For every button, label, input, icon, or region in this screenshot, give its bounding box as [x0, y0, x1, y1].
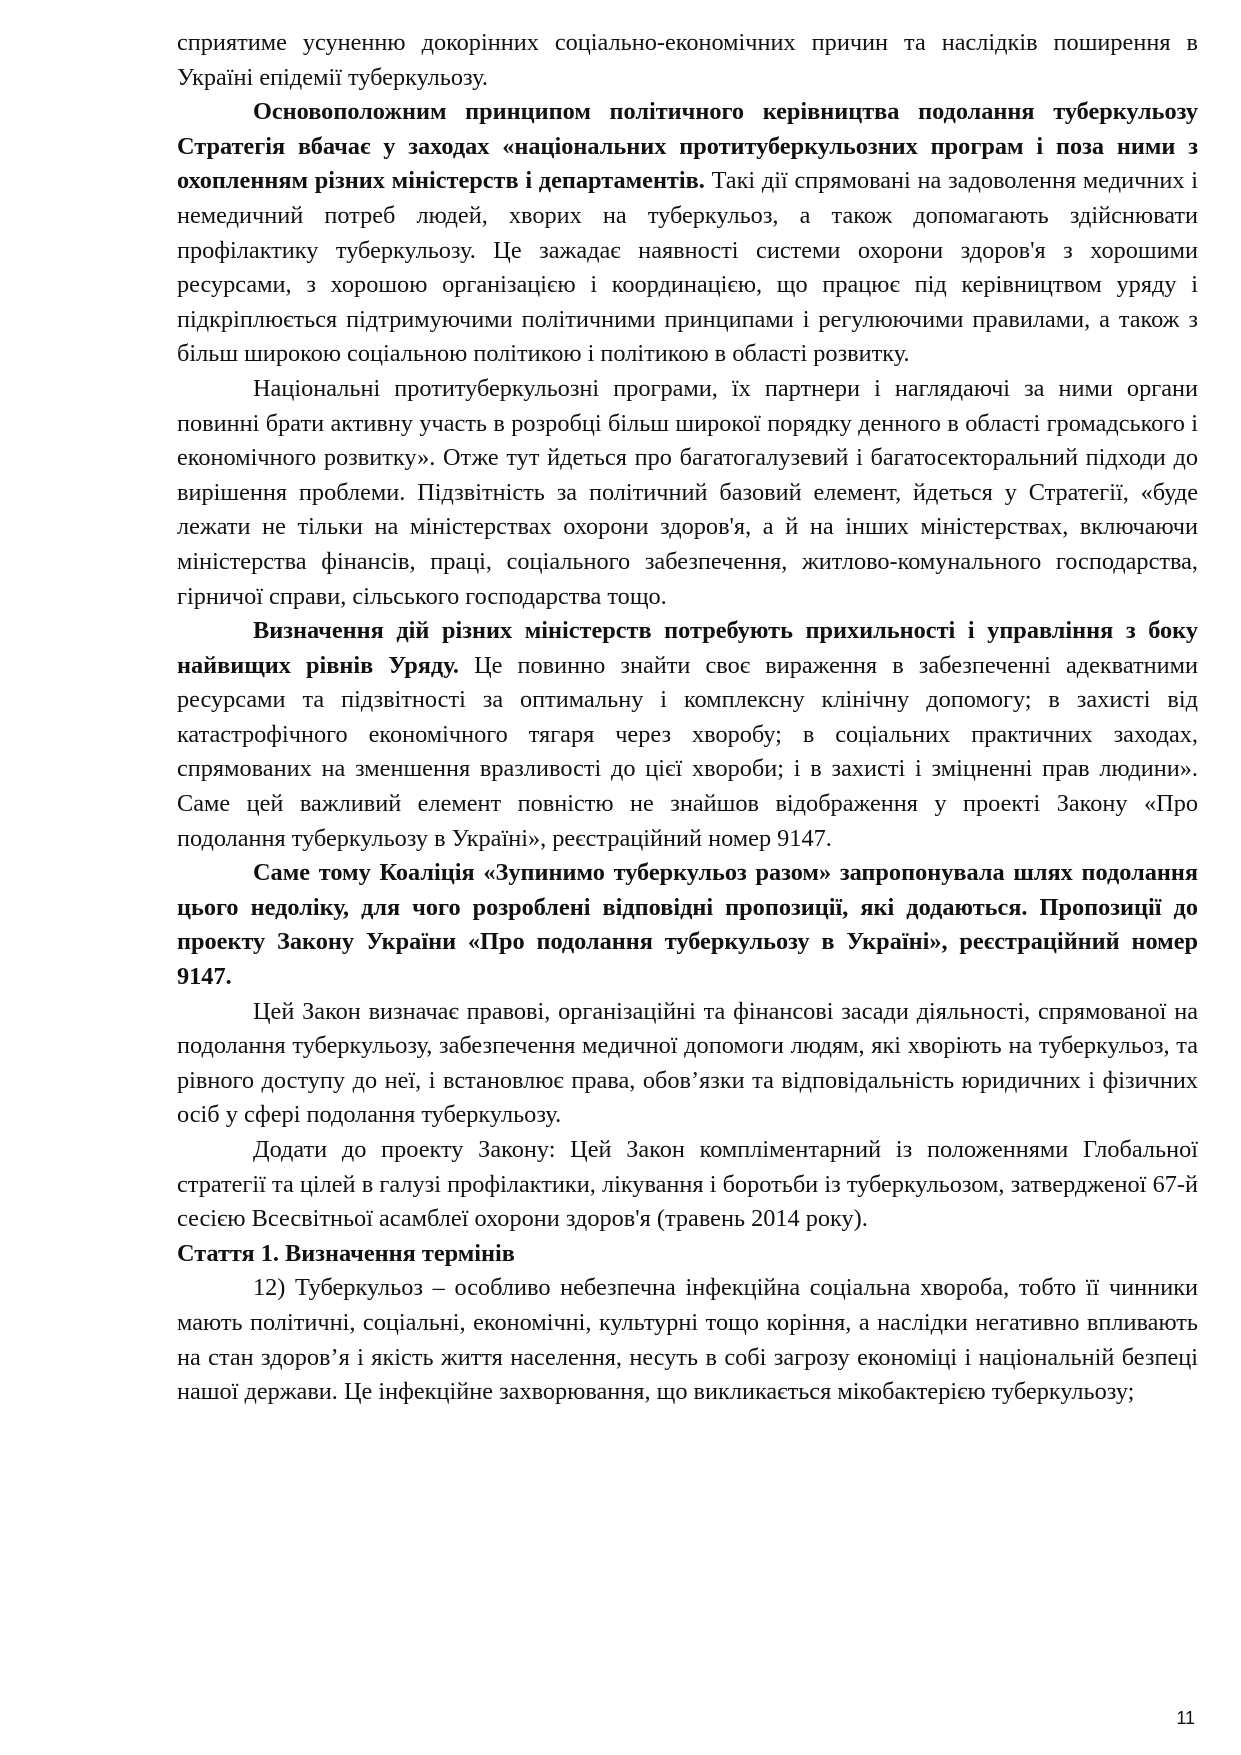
paragraph-text: Такі дії спрямовані на задоволення медичних і немедичний потреб людей, хворих на туберкульоз, а також допомагають здійснювати профілактику туберкульозу. Це зажадає наявності системи охорони здоров'я з хорошими ресурсами, з хорошою організацією і координацією, що працює під керівництвом уряду і підкріплюється підтримуючими політичними принципами і регулюючими правилами, а також з більш широкою соціальною політикою і політикою в області розвитку.	[177, 167, 1198, 368]
paragraph-strategy-principle	[177, 95, 1198, 372]
paragraph-ministries	[177, 614, 1198, 856]
bold-strategy-principle: Основоположним принципом політичного керівництва подолання туберкульозу Стратегія вбачає у заходах «національних протитуберкульозних програм і поза ними з охопленням різних міністерств і департаментів.	[177, 98, 1198, 195]
bold-ministries: Визначення дій різних міністерств потребують прихильності і управління з боку найвищих рівнів Уряду.	[177, 617, 1198, 679]
paragraph-text: Це повинно знайти своє вираження в забезпеченні адекватними ресурсами та підзвітності за оптимальну і комплексну клінічну допомогу; в захисті від катастрофічного економічного тягаря через хворобу; в соціальних практичних заходах, спрямованих на зменшення вразливості до цієї хвороби; і в захисті і зміцненні прав людини». Саме цей важливий елемент повністю не знайшов відображення у проекті Закону «Про подолання туберкульозу в Україні», реєстраційний номер 9147.	[177, 651, 1198, 852]
paragraph-national-programs: Національні протитуберкульозні програми, їх партнери і наглядаючі за ними органи повинні брати активну участь в розробці більш широкої порядку денного в області громадського і економічного розвитку». Отже тут йдеться про багатогалузевий і багатосекторальний підходи до вирішення проблеми. Підзвітність за політичний базовий елемент, йдеться у Стратегії, «буде лежати не тільки на міністерствах охорони здоров'я, а й на інших міністерствах, включаючи міністерства фінансів, праці, соціального забезпечення, житлово-комунального господарства, гірничої справи, сільського господарства тощо.	[177, 374, 1198, 610]
page-number: 11	[1176, 1708, 1195, 1728]
paragraph-coalition-proposal	[177, 856, 1198, 994]
bold-coalition-proposal: Саме тому Коаліція «Зупинимо туберкульоз разом» запропонувала шлях подолання цього недоліку, для чого розроблені відповідні пропозиції, які додаються. Пропозиції до проекту Закону України «Про подолання туберкульозу в Україні», реєстраційний номер 9147.	[177, 859, 1198, 991]
paragraph-continuation: сприятиме усуненню докорінних соціально-економічних причин та наслідків поширення в Україні епідемії туберкульозу.	[177, 29, 1198, 91]
paragraph-law-scope: Цей Закон визначає правові, організаційні та фінансові засади діяльності, спрямованої на подолання туберкульозу, забезпечення медичної допомоги людям, які хворіють на туберкульоз, та рівного доступу до неї, і встановлює права, обов’язки та відповідальність юридичних і фізичних осіб у сфері подолання туберкульозу.	[177, 997, 1198, 1129]
paragraph-tb-definition: 12) Туберкульоз – особливо небезпечна інфекційна соціальна хвороба, тобто її чинники мають політичні, соціальні, економічні, культурні тощо коріння, а наслідки негативно впливають на стан здоров’я і якість життя населення, несуть в собі загрозу економіці і національній безпеці нашої держави. Це інфекційне захворювання, що викликається мікобактерією туберкульозу;	[177, 1274, 1198, 1406]
paragraph-add-to-law: Додати до проекту Закону: Цей Закон компліментарний із положеннями Глобальної стратегії та цілей в галузі профілактики, лікування і боротьби із туберкульозом, затвердженої 67-й сесією Всесвітньої асамблеї охорони здоров'я (травень 2014 року).	[177, 1136, 1198, 1233]
article-heading: Стаття 1. Визначення термінів	[177, 1239, 515, 1267]
document-page	[177, 26, 1198, 1410]
